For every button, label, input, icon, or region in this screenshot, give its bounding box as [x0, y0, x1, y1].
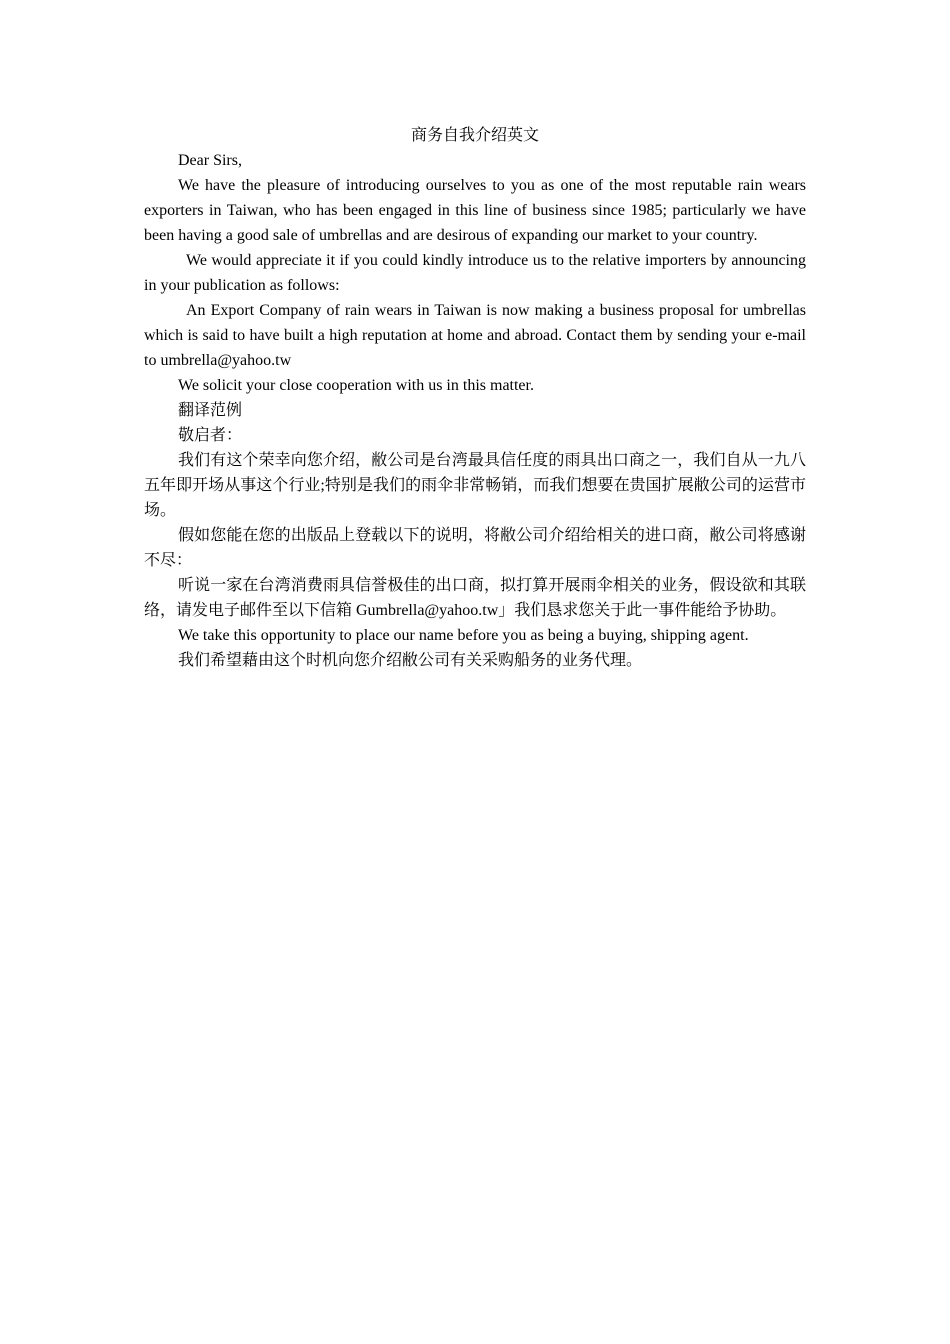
- paragraph-introduction: We have the pleasure of introducing ourselves to you as one of the most reputable rain wears exporters in Taiwan, who has been engaged in this line of business since 1985; particularly we have been having a good sale of umbrellas and are desirous of expanding our market to your country.: [144, 177, 806, 244]
- translation-heading: 翻译范例: [178, 402, 243, 419]
- paragraph-request: We would appreciate it if you could kindly introduce us to the relative importers by announcing in your publication as follows:: [144, 252, 806, 294]
- paragraph-announcement: An Export Company of rain wears in Taiwan is now making a business proposal for umbrellas which is said to have built a high reputation at home and abroad. Contact them by sending your e-mail to umbrella@yahoo.tw: [144, 302, 806, 369]
- document-body: [144, 123, 806, 673]
- salutation: Dear Sirs,: [178, 152, 242, 169]
- paragraph-announcement-chinese: 听说一家在台湾消费雨具信誉极佳的出口商，拟打算开展雨伞相关的业务，假设欲和其联络，请发电子邮件至以下信箱 Gumbrella@yahoo.tw」我们恳求您关于此一事件能给予协助。: [144, 577, 806, 619]
- paragraph-cooperation: We solicit your close cooperation with us in this matter.: [178, 377, 534, 394]
- paragraph-agent: We take this opportunity to place our name before you as being a buying, shipping agent.: [178, 627, 749, 644]
- page-title: 商务自我介绍英文: [410, 127, 539, 144]
- salutation-chinese: 敬启者：: [178, 427, 243, 444]
- paragraph-agent-chinese: 我们希望藉由这个时机向您介绍敝公司有关采购船务的业务代理。: [178, 652, 643, 669]
- paragraph-introduction-chinese: 我们有这个荣幸向您介绍，敝公司是台湾最具信任度的雨具出口商之一，我们自从一九八五年即开场从事这个行业;特别是我们的雨伞非常畅销，而我们想要在贵国扩展敝公司的运营市场。: [144, 452, 806, 519]
- paragraph-request-chinese: 假如您能在您的出版品上登载以下的说明，将敝公司介绍给相关的进口商，敝公司将感谢不尽：: [144, 527, 806, 569]
